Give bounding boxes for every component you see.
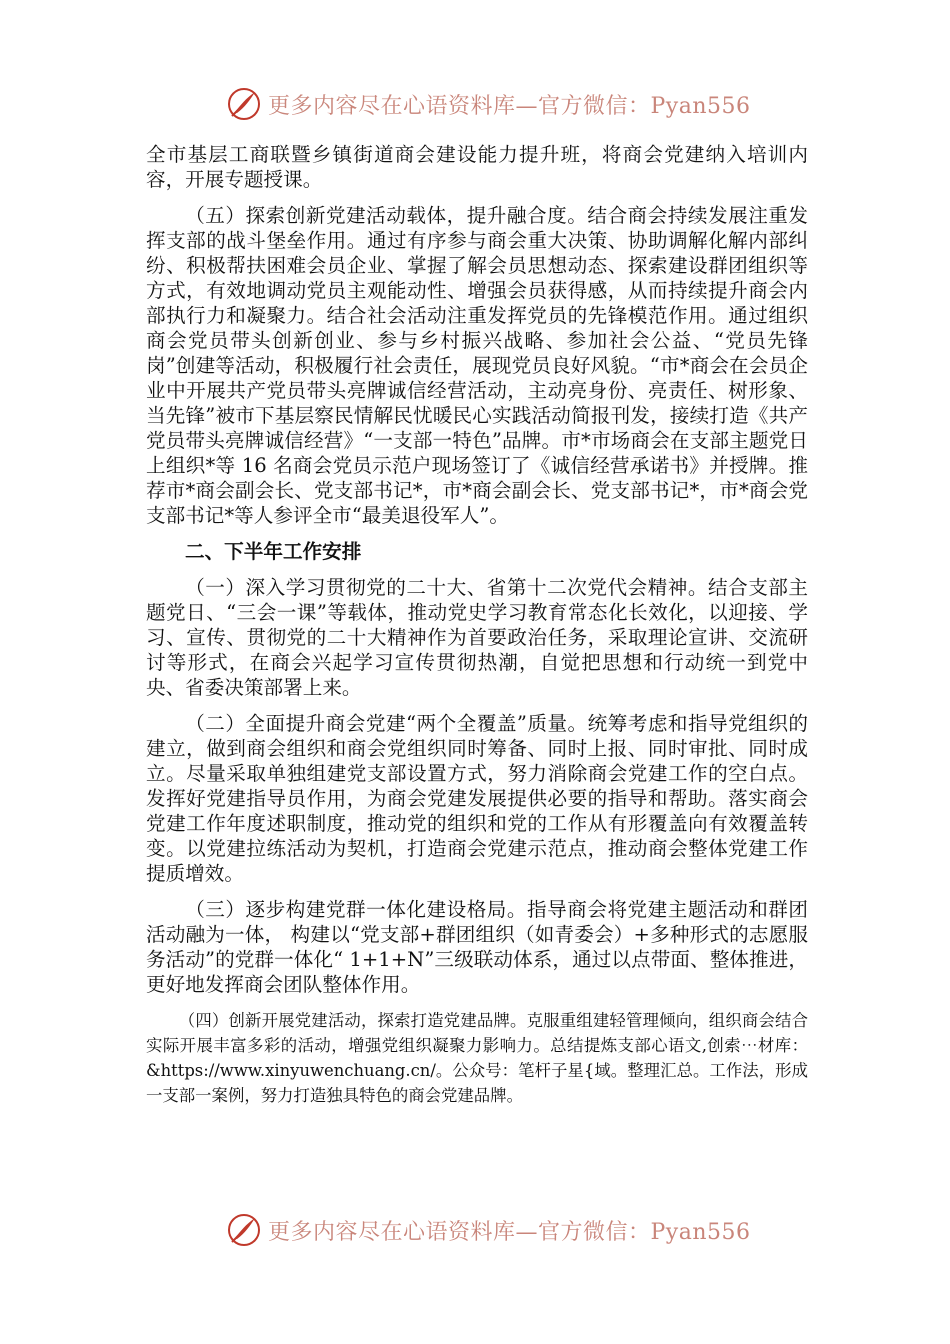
watermark-text: 更多内容尽在心语资料库—官方微信：Pyan556 (268, 1219, 751, 1245)
paragraph-plan-4: （四）创新开展党建活动，探索打造党建品牌。克服重组建轻管理倾向，组织商会结合实际开展丰富多彩的活动，增强党组织凝聚力影响力。总结提炼支部心语文,创索⋯材库：&https://www.xinyuwenchuang.cn/。公众号：笔杆子星{域。整理汇总。工作法，形成一支部一案例，努力打造独具特色的商会党建品牌。 (146, 1011, 808, 1105)
quill-logo-icon (226, 86, 262, 122)
document-body (146, 142, 808, 1108)
quill-logo-icon (226, 1212, 262, 1248)
watermark-banner-bottom (226, 1210, 751, 1250)
paragraph-plan-1: （一）深入学习贯彻党的二十大、省第十二次党代会精神。结合支部主题党日、“三会一课”等载体，推动党史学习教育常态化长效化，以迎接、学习、宣传、贯彻党的二十大精神作为首要政治任务，采取理论宣讲、交流研讨等形式，在商会兴起学习宣传贯彻热潮，自觉把思想和行动统一到党中央、省委决策部署上来。 (146, 576, 808, 699)
watermark-text: 更多内容尽在心语资料库—官方微信：Pyan556 (268, 93, 751, 119)
watermark-banner-top (226, 84, 751, 124)
paragraph-continuation: 全市基层工商联暨乡镇街道商会建设能力提升班，将商会党建纳入培训内容，开展专题授课。 (146, 143, 808, 191)
paragraph-plan-3: （三）逐步构建党群一体化建设格局。指导商会将党建主题活动和群团活动融为一体， 构建以“党支部+群团组织（如青委会）+多种形式的志愿服务活动”的党群一体化“ 1+1+N”三级联动体系，通过以点带面、整体推进，更好地发挥商会团队整体作用。 (146, 898, 808, 996)
section-heading: 二、下半年工作安排 (185, 540, 362, 563)
paragraph-plan-2: （二）全面提升商会党建“两个全覆盖”质量。统筹考虑和指导党组织的建立，做到商会组织和商会党组织同时筹备、同时上报、同时审批、同时成立。尽量采取单独组建党支部设置方式，努力消除商会党建工作的空白点。发挥好党建指导员作用，为商会党建发展提供必要的指导和帮助。落实商会党建工作年度述职制度，推动党的组织和党的工作从有形覆盖向有效覆盖转变。以党建拉练活动为契机，打造商会党建示范点，推动商会整体党建工作提质增效。 (146, 712, 808, 885)
paragraph-5: （五）探索创新党建活动载体，提升融合度。结合商会持续发展注重发挥支部的战斗堡垒作用。通过有序参与商会重大决策、协助调解化解内部纠纷、积极帮扶困难会员企业、掌握了解会员思想动态、探索建设群团组织等方式，有效地调动党员主观能动性、增强会员获得感，从而持续提升商会内部执行力和凝聚力。结合社会活动注重发挥党员的先锋模范作用。通过组织商会党员带头创新创业、参与乡村振兴战略、参加社会公益、“党员先锋岗”创建等活动，积极履行社会责任，展现党员良好风貌。“市*商会在会员企业中开展共产党员带头亮牌诚信经营活动，主动亮身份、亮责任、树形象、当先锋”被市下基层察民情解民忧暖民心实践活动简报刊发，接续打造《共产党员带头亮牌诚信经营》“一支部一特色”品牌。市*市场商会在支部主题党日上组织*等 16 名商会党员示范户现场签订了《诚信经营承诺书》并授牌。推荐市*商会副会长、党支部书记*，市*商会副会长、党支部书记*，市*商会党支部书记*等人参评全市“最美退役军人”。 (146, 204, 808, 527)
